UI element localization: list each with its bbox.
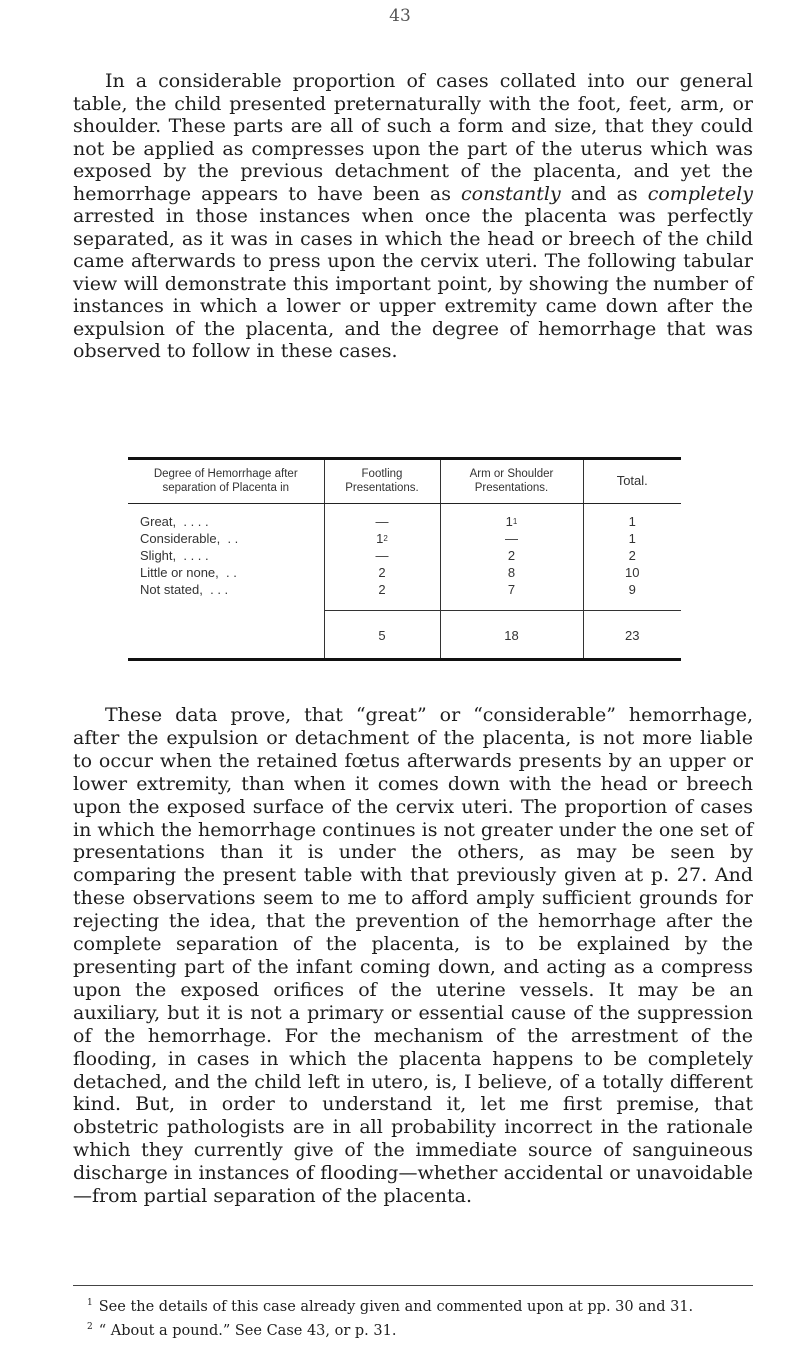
table-header-row [128, 459, 681, 504]
row-label: Considerable, . . [140, 531, 239, 546]
cell-footling: 2 [324, 581, 440, 611]
footnote-text: See the details of this case already given and commented upon at pp. 30 and 31. [98, 1298, 694, 1315]
footnote [73, 1293, 753, 1317]
cell-total: 10 [583, 564, 681, 581]
cell-arm: 7 [440, 581, 583, 611]
table-row [128, 581, 681, 611]
row-label: Little or none, . . [140, 565, 237, 580]
emphasis-completely: completely [647, 182, 753, 205]
paragraph-conclusion: These data prove, that “great” or “considerable” hemorrhage, after the expulsion or detachment of the placenta, is not more liable to occur when the retained fœtus afterwards presents by an upper or lower extremity, than when it comes down with the head or breech upon the exposed surface of the cervix uteri. The proportion of cases in which the hemorrhage continues is not greater under the one set of presentations than it is under the others, as may be seen by comparing the present table with that previously given at p. 27. And these observations seem to me to afford amply sufficient grounds for rejecting the idea, that the prevention of the hemorrhage after the complete separation of the placenta, is to be explained by the presenting part of the infant coming down, and acting as a compress upon the exposed orifices of the uterine vessels. It may be an auxiliary, but it is not a primary or essential cause of the suppression of the hemorrhage. For the mechanism of the arrestment of the flooding, in cases in which the placenta happens to be completely detached, and the child left in utero, is, I believe, of a totally different kind. But, in order to understand it, let me first premise, that obstetric pathologists are in all probability incorrect in the rationale which they currently give of the immediate source of sanguineous discharge in instances of flooding—whether accidental or unavoidable—from partial separation of the placenta. [73, 704, 753, 1208]
footnote-divider [73, 1285, 753, 1286]
hemorrhage-table [128, 457, 681, 661]
footnote-marker: 2 [87, 1321, 93, 1332]
cell-footling: 2 [324, 564, 440, 581]
total-total: 23 [583, 611, 681, 660]
header-total: Total. [583, 459, 681, 504]
paragraph-intro-part3: arrested in those instances when once the placenta was perfectly separated, as it was in cases in which the head or breech of the child came afterwards to press upon the cervix uteri. The following tabular view will demonstrate this important point, by showing the number of instances in which a lower or upper extremity came down after the expulsion of the placenta, and the degree of hemorrhage that was observed to follow in these cases. [73, 205, 753, 362]
header-arm-shoulder: Arm or Shoulder Presentations. [440, 459, 583, 504]
cell-footling: — [324, 504, 440, 531]
footnote-ref: 2 [383, 534, 388, 543]
footnote-text: “ About a pound.” See Case 43, or p. 31. [98, 1322, 397, 1339]
footnote-ref: 1 [512, 517, 518, 526]
cell-footling: $1^2$ [324, 530, 440, 547]
cell-arm: 2 [440, 547, 583, 564]
cell-arm: — [440, 530, 583, 547]
page-number: 43 [389, 6, 411, 26]
table-row [128, 530, 681, 547]
total-footling: 5 [324, 611, 440, 660]
table-row [128, 504, 681, 531]
paragraph-intro-part2: and as [560, 182, 648, 205]
totals-label [128, 611, 324, 660]
paragraph-intro-part1: In a considerable proportion of cases collated into our general table, the child presented preternaturally with the foot, feet, arm, or shoulder. These parts are all of such a form and size, that they could not be applied as compresses upon the part of the uterus which was exposed by the previous detachment of the placenta, and yet the hemorrhage appears to have been as [73, 70, 753, 205]
footnote [73, 1317, 753, 1341]
row-label: Great, . . . . [140, 514, 209, 529]
total-arm: 18 [440, 611, 583, 660]
emphasis-constantly: constantly [461, 182, 561, 205]
cell-total: 1 [583, 530, 681, 547]
cell-footling: — [324, 547, 440, 564]
row-label: Slight, . . . . [140, 548, 209, 563]
cell-arm: $1^1$ [440, 504, 583, 531]
table-row [128, 547, 681, 564]
cell-total: 1 [583, 504, 681, 531]
paragraph-intro [73, 70, 753, 363]
header-degree: Degree of Hemorrhage after separation of Placenta in [128, 459, 324, 504]
table-row [128, 564, 681, 581]
footnote-marker: 1 [87, 1298, 93, 1308]
table-totals-row [128, 611, 681, 660]
cell-total: 9 [583, 581, 681, 611]
header-footling: Footling Presentations. [324, 459, 440, 504]
cell-total: 2 [583, 547, 681, 564]
row-label: Not stated, . . . [140, 582, 229, 598]
footnotes [73, 1293, 753, 1341]
cell-arm: 8 [440, 564, 583, 581]
